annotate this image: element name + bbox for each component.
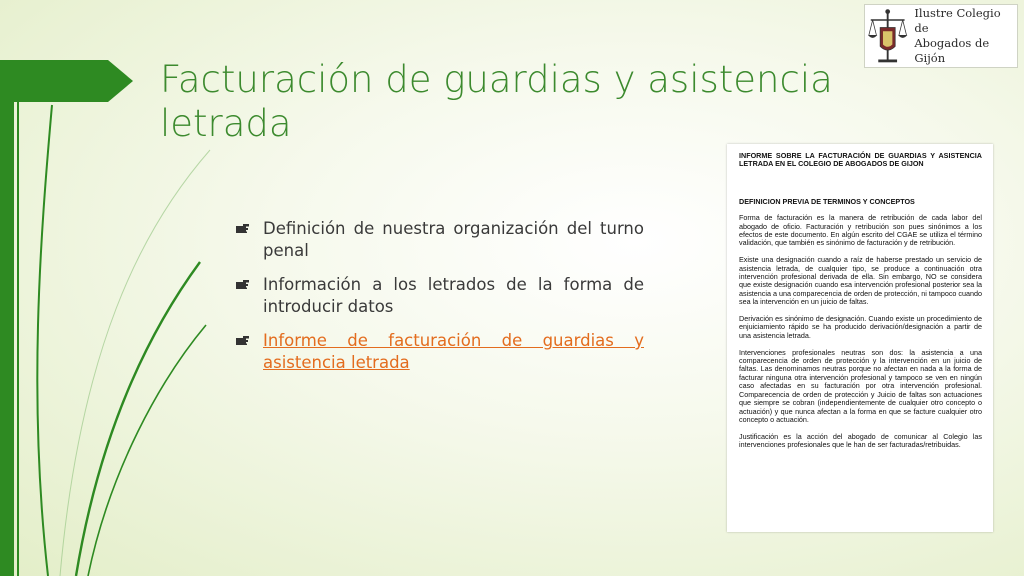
bullet-list: [236, 218, 644, 386]
bullet-item-informe: [236, 330, 644, 374]
title-arrow-shape: [0, 60, 133, 102]
document-paragraph: Derivación es sinónimo de designación. Cuando existe un procedimiento de enjuiciamiento rápido se ha producido derivación/designación a partir de una asistencia letrada.: [739, 314, 982, 340]
logo-text: [914, 6, 1017, 66]
document-paragraph: Intervenciones profesionales neutras son dos: la asistencia a una comparecencia de orden de protección y la intervención en un juicio de faltas. Las denominamos neutras porque no afectan en nada a la forma de facturar ninguna otra intervención profesional y tampoco se ven en ningún caso afectadas en su facturación por otra intervención profesional. Comparecencia de orden de protección y Juicio de faltas son actuaciones que siempre se cobran (independientemente de cualquier otro concepto o actuación) y que nunca afectan a la forma en que se facture cualquier otro concepto o actuación.: [739, 347, 982, 424]
document-heading: INFORME SOBRE LA FACTURACIÓN DE GUARDIAS Y ASISTENCIA LETRADA EN EL COLEGIO DE ABOGADOS DE GIJON: [739, 151, 982, 169]
document-subheading: DEFINICION PREVIA DE TERMINOS Y CONCEPTOS: [739, 196, 915, 206]
curve-stroke-2: [76, 262, 200, 576]
curve-stroke-1: [37, 105, 52, 576]
bar-association-logo: [864, 4, 1018, 68]
logo-line-1: Ilustre Colegio de: [914, 6, 1001, 35]
document-image: [727, 144, 993, 532]
bullet-item-informacion: [236, 274, 644, 318]
informe-link[interactable]: Informe de facturación de guardias y asistencia letrada: [263, 331, 644, 372]
scales-of-justice-icon: [867, 5, 908, 67]
logo-line-2: Abogados de Gijón: [914, 36, 990, 65]
pointing-hand-icon: [236, 335, 250, 346]
bullet-text: Definición de nuestra organización del turno penal: [263, 219, 644, 260]
pointing-hand-icon: [236, 279, 250, 290]
left-vertical-bar: [0, 60, 14, 576]
document-paragraph: Existe una designación cuando a raíz de haberse prestado un servicio de asistencia letrada, de cualquier tipo, se produce a continuación otra intervención profesional derivada de ella. Sin embargo, NO se considera que existe designación cuando esa intervención profesional posterior sea la asistencia a una comparecencia de orden de protección, ni tampoco cuando sea la intervención en un juicio de faltas.: [739, 255, 982, 307]
bullet-text: Información a los letrados de la forma de introducir datos: [263, 275, 644, 316]
bullet-item-organizacion: [236, 218, 644, 262]
left-thin-bar: [17, 100, 19, 576]
document-paragraph: Justificación es la acción del abogado de comunicar al Colegio las intervenciones profesionales que le han de ser facturadas/retribuidas.: [739, 431, 982, 450]
document-paragraph: Forma de facturación es la manera de retribución de cada labor del abogado de oficio. Facturación y retribución son pues sinónimos a los efectos de este documento. En algún escrito del CGAE se utiliza el término validación, que también es sinónimo de facturación y de retribución.: [739, 213, 982, 248]
pointing-hand-icon: [236, 223, 250, 234]
slide-title: Facturación de guardias y asistencia letrada: [160, 58, 833, 145]
curve-stroke-light: [60, 150, 210, 576]
